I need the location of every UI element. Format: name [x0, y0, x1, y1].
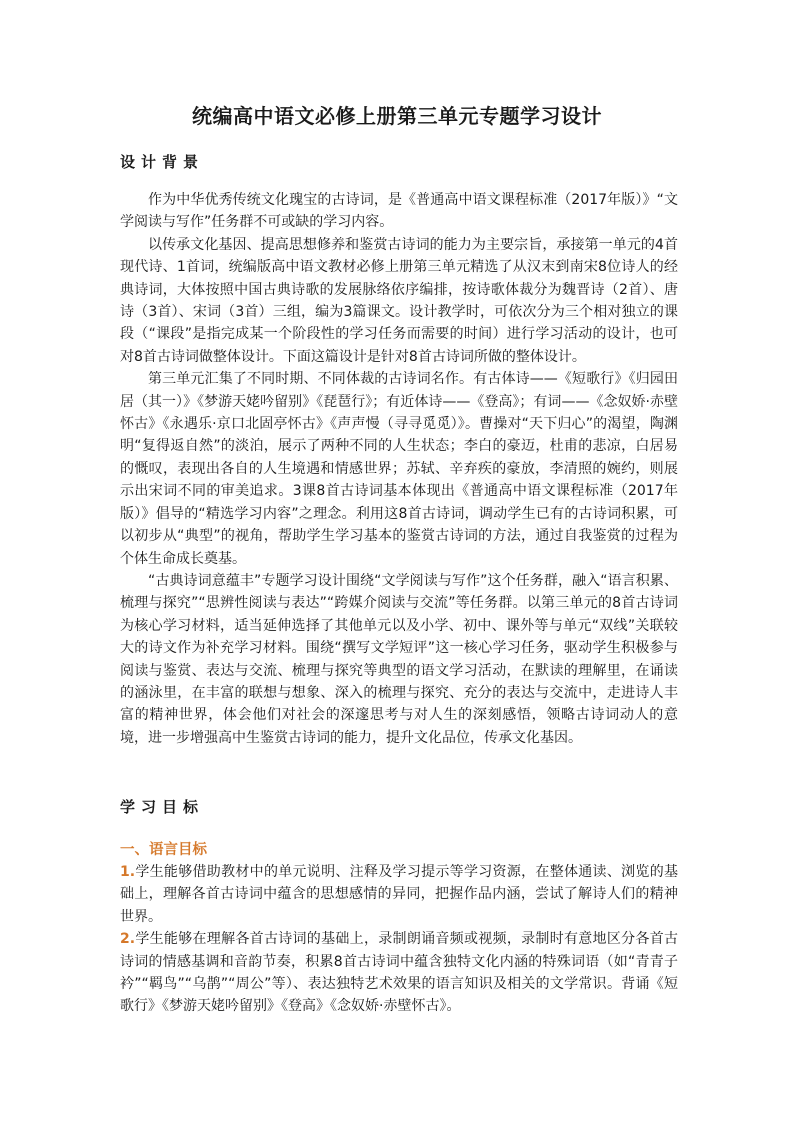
- section-heading-background: 设计背景: [120, 153, 205, 171]
- objectives-list: [120, 861, 678, 1018]
- objective-text: 学生能够在理解各首古诗词的基础上，录制朗诵音频或视频，录制时有意地区分各首古诗词的情感基调和音韵节奏，积累8首古诗词中蕴含独特文化内涵的特殊词语（如“青青子衿”“羁鸟”“乌鹊”“周公”等）、表达独特艺术效果的语言知识及相关的文学常识。背诵《短歌行》《梦游天姥吟留别》《登高》《念奴娇·赤壁怀古》。: [120, 931, 678, 1015]
- objective-number: 2.: [120, 931, 136, 948]
- document-title: 统编高中语文必修上册第三单元专题学习设计: [192, 104, 602, 128]
- objective-text: 学生能够借助教材中的单元说明、注释及学习提示等学习资源，在整体通读、浏览的基础上，理解各首古诗词中蕴含的思想感情的异同，把握作品内涵，尝试了解诗人们的精神世界。: [120, 864, 678, 925]
- section-heading-objectives: 学习目标: [120, 798, 205, 816]
- sub-heading-language-goals: 一、语言目标: [120, 842, 207, 858]
- paragraph: 以传承文化基因、提高思想修养和鉴赏古诗词的能力为主要宗旨，承接第一单元的4首现代诗、1首词，统编版高中语文教材必修上册第三单元精选了从汉末到南宋8位诗人的经典诗词，大体按照中国古典诗歌的发展脉络依序编排，按诗歌体裁分为魏晋诗（2首）、唐诗（3首）、宋词（3首）三组，编为3篇课文。设计教学时，可依次分为三个相对独立的课段（“课段”是指完成某一个阶段性的学习任务而需要的时间）进行学习活动的设计，也可对8首古诗词做整体设计。下面这篇设计是针对8首古诗词所做的整体设计。: [120, 236, 678, 365]
- objective-number: 1.: [120, 864, 136, 880]
- paragraph: 作为中华优秀传统文化瑰宝的古诗词，是《普通高中语文课程标准（2017年版）》“文学阅读与写作”任务群不可或缺的学习内容。: [120, 192, 678, 231]
- objective-item: [120, 861, 678, 928]
- background-body: [120, 189, 678, 749]
- paragraph: “古典诗词意蕴丰”专题学习设计围绕“文学阅读与写作”这个任务群，融入“语言积累、梳理与探究”“思辨性阅读与表达”“跨媒介阅读与交流”等任务群。以第三单元的8首古诗词为核心学习材料，适当延伸选择了其他单元以及小学、初中、课外等与单元“双线”关联较大的诗文作为补充学习材料。围绕“撰写文学短评”这一核心学习任务，驱动学生积极参与阅读与鉴赏、表达与交流、梳理与探究等典型的语文学习活动，在默读的理解里，在诵读的涵泳里，在丰富的联想与想象、深入的梳理与探究、充分的表达与交流中，走进诗人丰富的精神世界，体会他们对社会的深邃思考与对人生的深刻感悟，领略古诗词动人的意境，进一步增强高中生鉴赏古诗词的能力，提升文化品位，传承文化基因。: [120, 572, 678, 746]
- paragraph: 第三单元汇集了不同时期、不同体裁的古诗词名作。有古体诗——《短歌行》《归园田居（其一）》《梦游天姥吟留别》《琵琶行》；有近体诗——《登高》；有词——《念奴娇·赤壁怀古》《永遇乐·京口北固亭怀古》《声声慢（寻寻觅觅）》。曹操对“天下归心”的渴望，陶渊明“复得返自然”的淡泊，展示了两种不同的人生状态；李白的豪迈，杜甫的悲凉，白居易的慨叹，表现出各自的人生境遇和情感世界；苏轼、辛弃疾的豪放，李清照的婉约，则展示出宋词不同的审美追求。3课8首古诗词基本体现出《普通高中语文课程标准（2017年版）》倡导的“精选学习内容”之理念。利用这8首古诗词，调动学生已有的古诗词积累，可以初步从“典型”的视角，帮助学生学习基本的鉴赏古诗词的方法，通过自我鉴赏的过程为个体生命成长奠基。: [120, 371, 678, 567]
- objective-item: [120, 928, 678, 1018]
